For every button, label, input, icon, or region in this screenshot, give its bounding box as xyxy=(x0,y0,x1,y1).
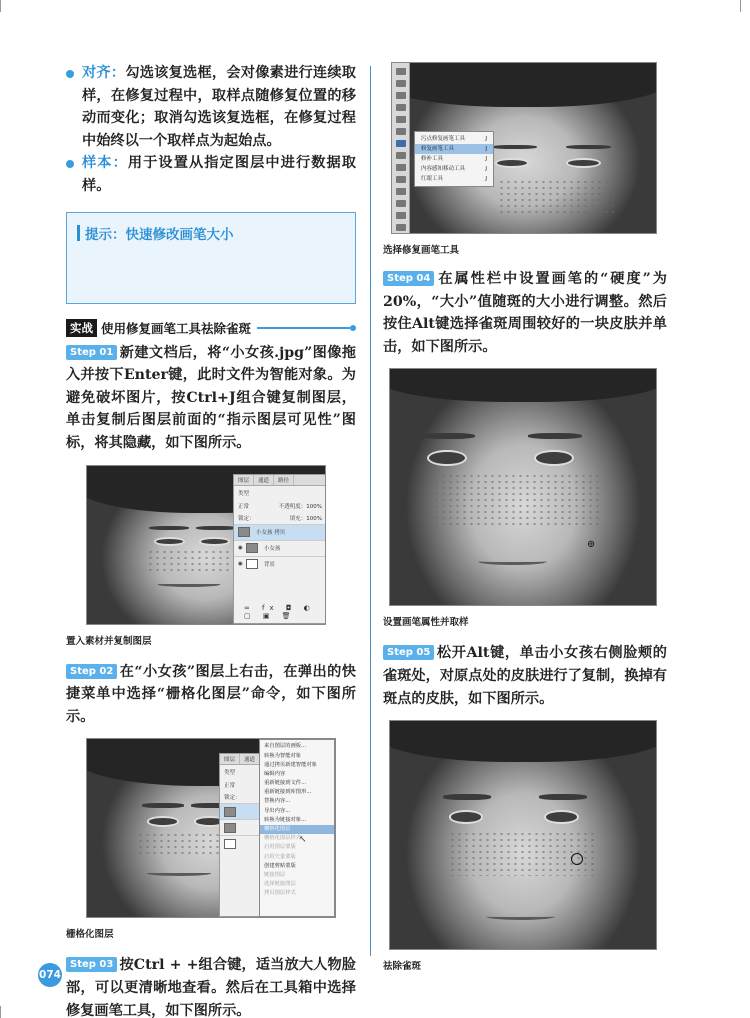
stamp-tool-icon[interactable] xyxy=(396,164,406,171)
step-badge: Step 04 xyxy=(383,271,434,286)
flyout-item[interactable]: 修补工具 J xyxy=(421,156,487,162)
tool-flyout-menu xyxy=(414,131,494,187)
eyedropper-tool-icon[interactable] xyxy=(396,128,406,135)
menu-item: 选择链接图层 xyxy=(264,881,296,888)
history-brush-tool-icon[interactable] xyxy=(396,176,406,183)
flyout-item[interactable]: 内容感知移动工具 J xyxy=(421,166,487,172)
layer-thumbnail xyxy=(224,807,236,817)
menu-item[interactable]: 导出内容... xyxy=(264,807,291,814)
menu-item[interactable]: 转换为链接对象... xyxy=(264,816,307,823)
healing-brush-tool-icon[interactable] xyxy=(396,140,406,147)
step-badge: Step 01 xyxy=(66,345,117,360)
tab-layers[interactable]: 图层 xyxy=(220,754,240,764)
tip-marker xyxy=(77,225,80,241)
menu-item: 启用图层蒙版 xyxy=(264,844,296,851)
figure-caption: 祛除雀斑 xyxy=(383,961,422,973)
layer-row[interactable]: ◉ 小女孩 xyxy=(234,540,326,556)
panel-footer-icons[interactable]: ∞ fx ◘ ◐ ▢ ▣ 🗑 xyxy=(244,603,315,620)
menu-item[interactable]: 替换内容... xyxy=(264,798,291,805)
section-rule xyxy=(257,327,350,329)
menu-item-rasterize-layer[interactable]: 栅格化图层 xyxy=(260,825,334,834)
menu-item[interactable]: 重新链接到库图形... xyxy=(264,789,312,796)
step-03 xyxy=(66,954,356,1018)
toolbox xyxy=(392,63,410,233)
step-badge: Step 02 xyxy=(66,664,117,679)
bullet-term: 对齐： xyxy=(82,65,126,81)
menu-item: 栅格化图层样式 xyxy=(264,835,302,842)
context-menu xyxy=(259,739,335,917)
move-tool-icon[interactable] xyxy=(396,68,406,75)
layer-thumbnail xyxy=(238,527,250,537)
step-04 xyxy=(383,268,667,358)
step-badge: Step 05 xyxy=(383,645,434,660)
blend-row[interactable]: 正常 xyxy=(224,783,236,790)
quick-select-tool-icon[interactable] xyxy=(396,104,406,111)
step-badge: Step 03 xyxy=(66,957,117,972)
figure-place-and-copy xyxy=(86,465,326,625)
step-text: 新建文档后，将“小女孩.jpg”图像拖入并按下Enter键，此时文件为智能对象。为避免破坏图片，按Ctrl+J组合键复制图层，单击复制后图层前面的“指示图层可见性”图标，将其隐藏，如下图所示。 xyxy=(66,344,356,451)
section-title: 使用修复画笔工具祛除雀斑 xyxy=(101,320,252,336)
layer-thumbnail xyxy=(246,543,258,553)
menu-item[interactable]: 来自图层的画板... xyxy=(264,743,307,750)
lock-row: 锁定： xyxy=(224,795,241,802)
menu-item[interactable]: 编辑内容 xyxy=(264,770,286,777)
figure-remove-freckles xyxy=(389,720,657,950)
bullet-text: 用于设置从指定图层中进行数据取样。 xyxy=(82,155,356,194)
figure-set-brush-and-sample xyxy=(389,368,657,606)
blur-tool-icon[interactable] xyxy=(396,212,406,219)
menu-item[interactable]: 转换为智能对象 xyxy=(264,752,302,759)
tab-channels[interactable]: 通道 xyxy=(240,754,260,764)
layer-thumbnail xyxy=(246,559,258,569)
step-05 xyxy=(383,642,667,710)
figure-select-healing-brush xyxy=(391,62,657,234)
flyout-item[interactable]: 红眼工具 J xyxy=(421,176,487,182)
crop-tool-icon[interactable] xyxy=(396,116,406,123)
tab-layers[interactable]: 图层 xyxy=(234,475,254,485)
tip-box xyxy=(66,212,356,304)
bullet-dot-icon xyxy=(66,160,74,168)
figure-caption: 栅格化图层 xyxy=(66,929,114,941)
filter-row[interactable]: 类型 xyxy=(238,490,250,497)
brush-tool-icon[interactable] xyxy=(396,152,406,159)
step-02 xyxy=(66,661,356,729)
page-number: 074 xyxy=(38,963,62,987)
column-divider xyxy=(370,66,371,956)
flyout-item-healing-brush[interactable]: 修复画笔工具 J xyxy=(415,144,493,154)
menu-item: 链接图层 xyxy=(264,871,286,878)
eye-icon[interactable]: ◉ xyxy=(238,561,243,568)
flyout-item[interactable]: 污点修复画笔工具 J xyxy=(421,136,487,142)
figure-caption: 置入素材并复制图层 xyxy=(66,635,152,647)
gradient-tool-icon[interactable] xyxy=(396,200,406,207)
layer-thumbnail xyxy=(224,839,236,849)
marquee-tool-icon[interactable] xyxy=(396,80,406,87)
left-column xyxy=(66,62,356,1018)
step-text: 按Ctrl + +组合键，适当放大人物脸部，可以更清晰地查看。然后在工具箱中选择修复画笔工具，如下图所示。 xyxy=(66,957,356,1018)
menu-item[interactable]: 创建剪贴蒙版 xyxy=(264,862,296,869)
lasso-tool-icon[interactable] xyxy=(396,92,406,99)
menu-item[interactable]: 通过拷贝新建智能对象 xyxy=(264,761,317,768)
bullet-term: 样本： xyxy=(82,155,128,172)
bullet-align xyxy=(66,62,356,152)
tab-paths[interactable]: 路径 xyxy=(274,475,294,485)
step-01 xyxy=(66,342,356,455)
tip-title: 提示：快速修改画笔大小 xyxy=(85,226,234,243)
section-heading xyxy=(66,318,356,338)
menu-item: 启用矢量蒙版 xyxy=(264,853,296,860)
bullet-dot-icon xyxy=(66,70,74,78)
layers-panel xyxy=(233,474,326,624)
figure-caption: 设置画笔属性并取样 xyxy=(383,617,469,629)
cursor-icon: ↖ xyxy=(299,835,307,846)
eye-icon[interactable]: ◉ xyxy=(238,545,243,552)
tab-channels[interactable]: 通道 xyxy=(254,475,274,485)
blend-row[interactable]: 正常 不透明度：100% xyxy=(238,503,322,510)
bullet-sample xyxy=(66,152,356,197)
bullet-text: 勾选该复选框，会对像素进行连续取样，在修复过程中，取样点随修复位置的移动而变化；取消勾选该复选框，在修复过程中始终以一个取样点为起始点。 xyxy=(82,65,356,149)
figure-rasterize-layer xyxy=(86,738,336,918)
step-text: 松开Alt键，单击小女孩右侧脸颊的雀斑处，对原点处的皮肤进行了复制，换掉有斑点的皮肤，如下图所示。 xyxy=(383,645,667,707)
crosshair-cursor-icon: ⊕ xyxy=(586,539,596,551)
lock-row: 锁定： 填充：100% xyxy=(238,515,322,522)
layer-row[interactable]: ◉ 背景 xyxy=(234,556,326,572)
layer-row[interactable]: 小女孩 拷贝 xyxy=(234,524,326,540)
step-text: 在“小女孩”图层上右击，在弹出的快捷菜单中选择“栅格化图层”命令，如下图所示。 xyxy=(66,663,356,725)
figure-caption: 选择修复画笔工具 xyxy=(383,245,460,256)
menu-item[interactable]: 重新链接到文件... xyxy=(264,780,307,787)
section-tag: 实战 xyxy=(66,319,97,337)
right-column xyxy=(383,62,667,972)
layer-thumbnail xyxy=(224,823,236,833)
step-text: 在属性栏中设置画笔的“硬度”为20%，“大小”值随斑的大小进行调整。然后按住Alt键选择雀斑周围较好的一块皮肤并单击，如下图所示。 xyxy=(383,271,667,355)
dodge-tool-icon[interactable] xyxy=(396,224,406,231)
eraser-tool-icon[interactable] xyxy=(396,188,406,195)
menu-item: 拷贝图层样式 xyxy=(264,890,296,897)
filter-row[interactable]: 类型 xyxy=(224,770,236,777)
section-end-dot xyxy=(350,325,356,331)
